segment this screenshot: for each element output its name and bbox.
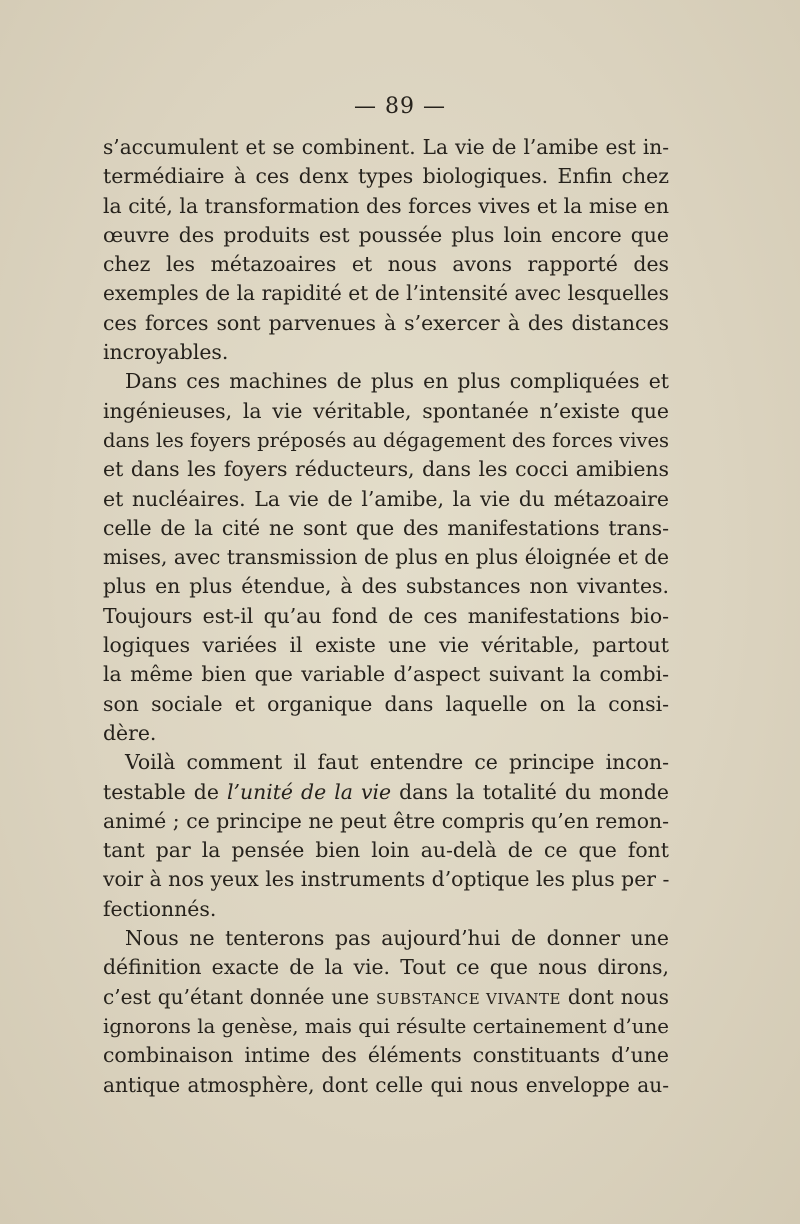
smallcaps-phrase: SUBSTANCE VIVANTE <box>375 989 561 1008</box>
text-line: la cité, la transformation des forces vives et la mise en <box>103 193 669 218</box>
text-line: Toujours est-il qu’au fond de ces manifestations bio- <box>103 603 669 628</box>
text-line: antique atmosphère, dont celle qui nous enveloppe au- <box>103 1072 669 1097</box>
text-line: incroyables. <box>103 340 229 365</box>
text-segment: dont nous <box>560 984 669 1009</box>
text-line: et nucléaires. La vie de l’amibe, la vie du métazoaire <box>103 486 669 511</box>
text-line: Dans ces machines de plus en plus compliquées et <box>125 369 669 394</box>
text-line: dans les foyers préposés au dégagement des forces vives <box>103 428 669 452</box>
text-line <box>103 983 669 1012</box>
text-line: termédiaire à ces denx types biologiques. Enfin chez <box>103 164 669 189</box>
text-line: la même bien que variable d’aspect suivant la combi- <box>103 662 669 687</box>
text-line: mises, avec transmission de plus en plus éloignée et de <box>103 545 669 570</box>
page-number: — 89 — <box>354 94 446 119</box>
text-line: animé ; ce principe ne peut être compris qu’en remon- <box>103 808 669 833</box>
text-line: œuvre des produits est poussée plus loin encore que <box>103 222 669 247</box>
text-line: voir à nos yeux les instruments d’optique les plus per - <box>103 867 669 892</box>
text-line: Voilà comment il faut entendre ce principe incon- <box>125 750 669 775</box>
text-segment: c’est qu’étant donnée une <box>103 984 376 1009</box>
text-line: chez les métazoaires et nous avons rapporté des <box>103 252 669 277</box>
text-line: ces forces sont parvenues à s’exercer à des distances <box>103 310 669 335</box>
text-line: celle de la cité ne sont que des manifestations trans- <box>103 515 669 540</box>
text-segment: testable de <box>103 779 227 804</box>
text-line: s’accumulent et se combinent. La vie de l’amibe est in- <box>103 135 669 159</box>
body-text <box>103 133 669 1100</box>
text-line: ingénieuses, la vie véritable, spontanée n’existe que <box>103 398 669 423</box>
text-line <box>103 778 669 807</box>
text-line: tant par la pensée bien loin au-delà de ce que font <box>103 838 669 863</box>
text-segment: dans la totalité du monde <box>391 779 669 804</box>
text-line: dère. <box>103 720 157 745</box>
text-line: exemples de la rapidité et de l’intensité avec lesquelles <box>103 281 669 306</box>
text-line: logiques variées il existe une vie véritable, partout <box>103 633 669 658</box>
text-line: ignorons la genèse, mais qui résulte certainement d’une <box>103 1014 669 1038</box>
text-line: et dans les foyers réducteurs, dans les cocci amibiens <box>103 457 669 482</box>
text-line: combinaison intime des éléments constituants d’une <box>103 1043 669 1068</box>
italic-phrase: l’unité de la vie <box>226 779 392 804</box>
text-line: son sociale et organique dans laquelle on la consi- <box>103 691 669 716</box>
text-line: fectionnés. <box>103 896 217 921</box>
text-line: Nous ne tenterons pas aujourd’hui de donner une <box>125 926 669 951</box>
text-line: plus en plus étendue, à des substances non vivantes. <box>103 574 669 599</box>
text-line: définition exacte de la vie. Tout ce que nous dirons, <box>103 955 669 980</box>
